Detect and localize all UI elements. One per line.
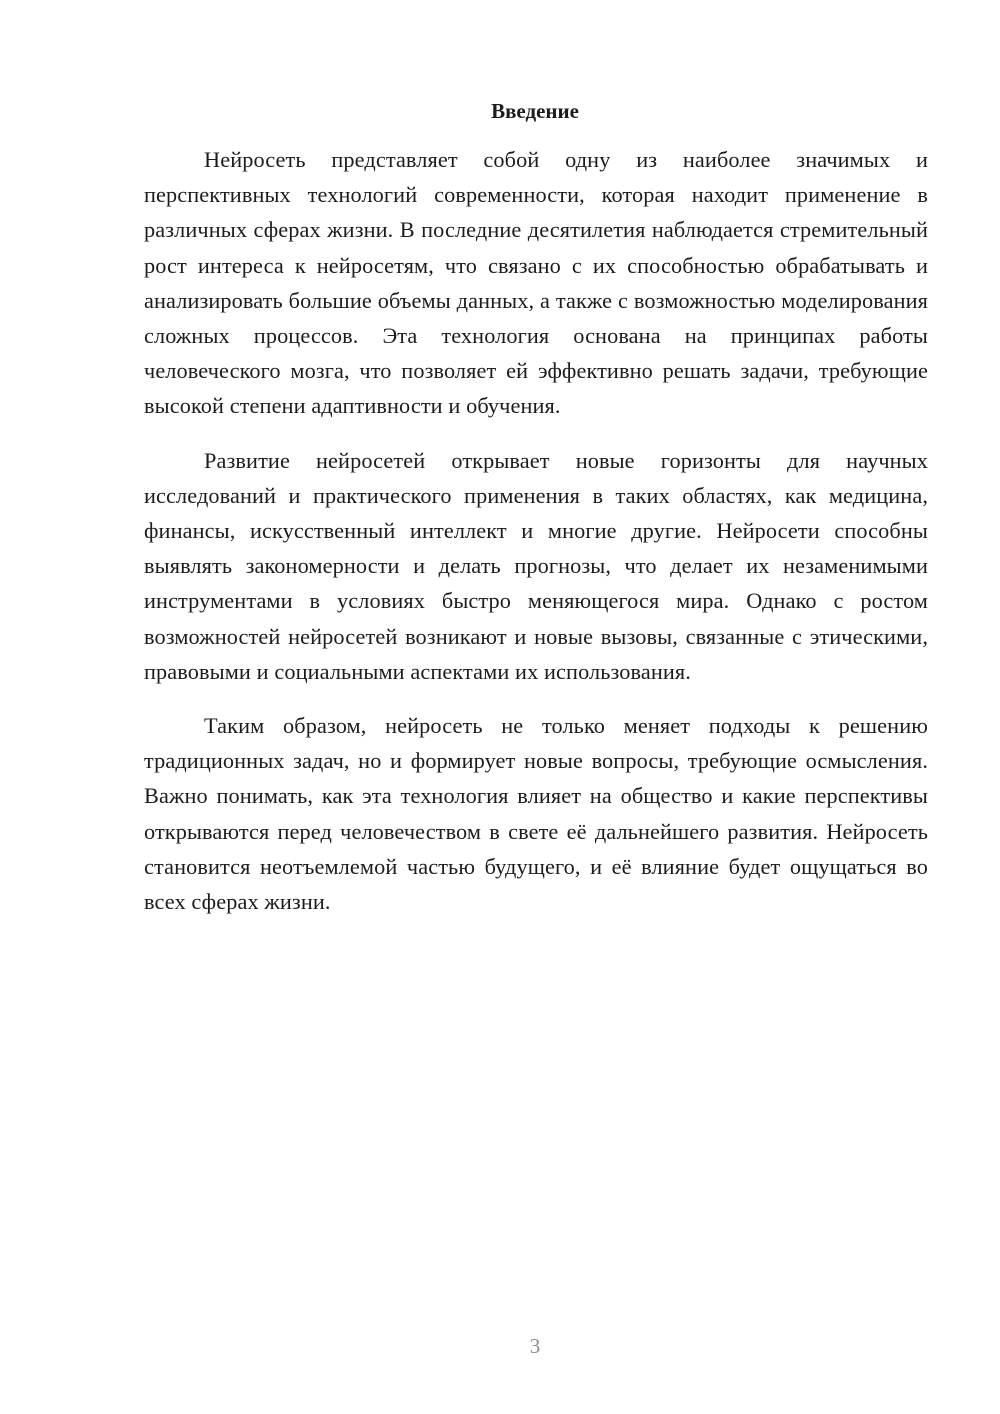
- page-number: 3: [529, 1334, 541, 1358]
- paragraph-3: Таким образом, нейросеть не только меняет подходы к решению традиционных задач, но и формирует новые вопросы, требующие осмысления. Важно понимать, как эта технология влияет на общество и какие перспективы открываются перед человечеством в свете её дальнейшего развития. Нейросеть становится неотъемлемой частью будущего, и её влияние будет ощущаться во всех сферах жизни.: [144, 713, 928, 915]
- body-text: [144, 142, 928, 938]
- paragraph-1: Нейросеть представляет собой одну из наиболее значимых и перспективных технологий современности, которая находит применение в различных сферах жизни. В последние десятилетия наблюдается стремительный рост интереса к нейросетям, что связано с их способностью обрабатывать и анализировать большие объемы данных, а также с возможностью моделирования сложных процессов. Эта технология основана на принципах работы человеческого мозга, что позволяет ей эффективно решать задачи, требующие высокой степени адаптивности и обучения.: [144, 147, 928, 419]
- section-title: Введение: [491, 99, 579, 123]
- paragraph-2: Развитие нейросетей открывает новые горизонты для научных исследований и практического применения в таких областях, как медицина, финансы, искусственный интеллект и многие другие. Нейросети способны выявлять закономерности и делать прогнозы, что делает их незаменимыми инструментами в условиях быстро меняющегося мира. Однако с ростом возможностей нейросетей возникают и новые вызовы, связанные с этическими, правовыми и социальными аспектами их использования.: [144, 447, 928, 684]
